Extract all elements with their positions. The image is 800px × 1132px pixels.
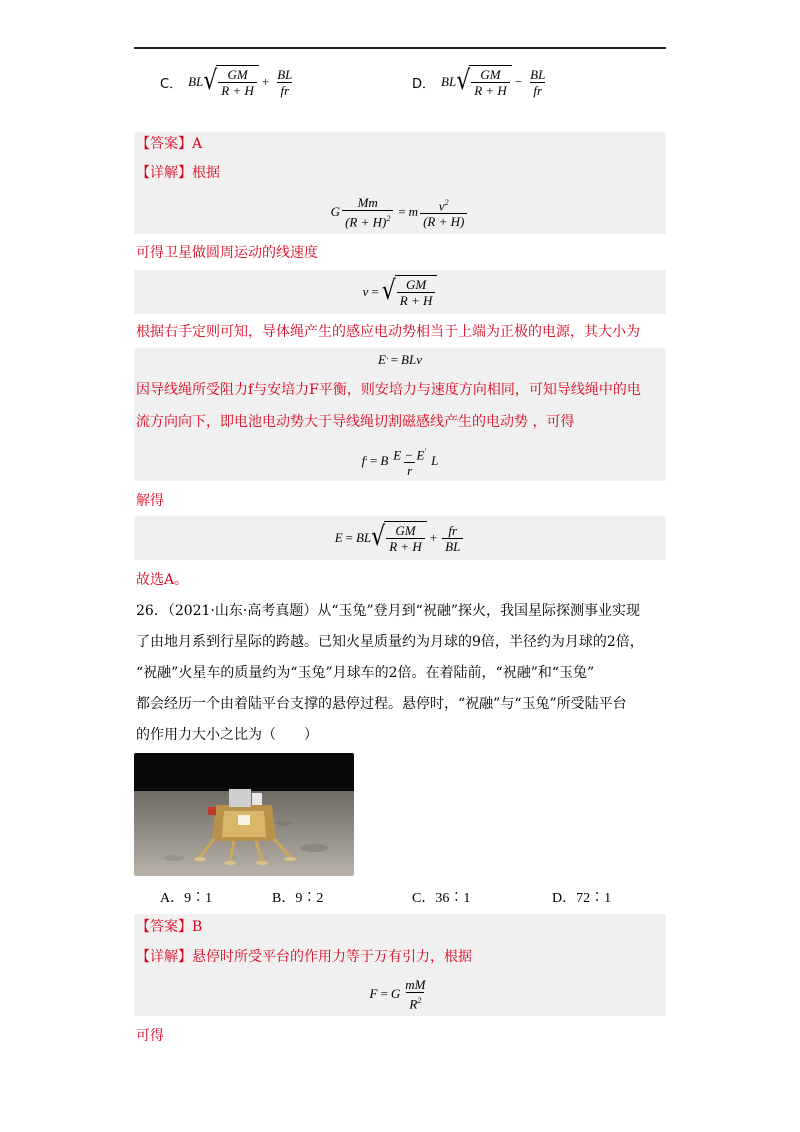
option-26-a: A．9∶1 <box>160 891 213 906</box>
detail-text: 根据 <box>192 165 220 181</box>
answer-tag-2: 【答案】 <box>136 919 192 935</box>
detail-line-1 <box>136 163 220 183</box>
equation-gravity-force: F = G $\frac{mM}{R^2}$ <box>369 976 426 1012</box>
option-d-label: D． <box>412 76 436 92</box>
lunar-lander-photo <box>134 753 354 876</box>
option-c-formula: BL √ $\frac{GM}{R + H}$ + $\frac{BL}{fr}$ <box>188 66 293 98</box>
answer-value-2: B <box>192 919 203 935</box>
answer-tag: 【答案】 <box>136 136 192 152</box>
equation-velocity: v = √ $\frac{GM}{R + H}$ <box>134 272 666 312</box>
text-final: 可得 <box>136 1028 164 1044</box>
answer-value: A <box>192 136 203 152</box>
detail-text-2: 悬停时所受平台的作用力等于万有引力，根据 <box>192 949 472 965</box>
header-rule <box>134 47 666 49</box>
detail-tag-2: 【详解】 <box>136 949 192 965</box>
question-26-line-5: 的作用力大小之比为（ ） <box>136 727 318 743</box>
question-26-line-4: 都会经历一个由着陆平台支撑的悬停过程。悬停时，“祝融”与“玉兔”所受陆平台 <box>136 696 627 712</box>
equation-emf: E ' = BLv <box>378 352 422 367</box>
detail-line-2 <box>136 947 472 967</box>
detail-tag: 【详解】 <box>136 165 192 181</box>
text-choose-a: 故选A。 <box>136 572 189 588</box>
text-force-balance-1: 因导线绳所受阻力f与安培力F平衡，则安培力与速度方向相同，可知导线绳中的电 <box>136 382 641 398</box>
text-solve: 解得 <box>136 493 164 509</box>
answer-line-2 <box>136 917 202 937</box>
answer-line-1 <box>136 134 202 154</box>
equation-force: f ' = B $\frac{E - E'}{r}$ L <box>361 446 439 479</box>
option-c-label: C． <box>160 76 183 92</box>
option-26-d: D．72∶1 <box>552 891 612 906</box>
option-26-c: C．36∶1 <box>412 891 471 906</box>
text-force-balance-2: 流方向向下，即电池电动势大于导线绳切割磁感线产生的电动势 ，可得 <box>136 414 575 430</box>
equation-result: E = BL √ $\frac{GM}{R + H}$ + $\frac{fr}{BL}$ <box>134 518 666 558</box>
option-26-b: B．9∶2 <box>272 891 324 906</box>
text-right-hand-rule: 根据右手定则可知，导体绳产生的感应电动势相当于上端为正极的电源，其大小为 <box>136 324 640 340</box>
text-velocity: 可得卫星做圆周运动的线速度 <box>136 245 318 261</box>
option-d-formula: BL √ $\frac{GM}{R + H}$ − $\frac{BL}{fr}$ <box>441 66 546 98</box>
question-26-line-1: 26．（2021·山东·高考真题）从“玉兔”登月到“祝融”探火，我国星际探测事业实现 <box>136 603 640 619</box>
question-26-line-2: 了由地月系到行星际的跨越。已知火星质量约为月球的9倍，半径约为月球的2倍， <box>136 634 644 650</box>
equation-gravity: G $\frac{Mm}{(R + H)^2}$ = m $\frac{v^2}{(R + H)}$ <box>134 193 666 231</box>
option-d <box>412 62 550 102</box>
question-26-line-3: “祝融”火星车的质量约为“玉兔”月球车的2倍。在着陆前，“祝融”和“玉兔” <box>136 665 595 681</box>
option-c <box>160 62 297 102</box>
